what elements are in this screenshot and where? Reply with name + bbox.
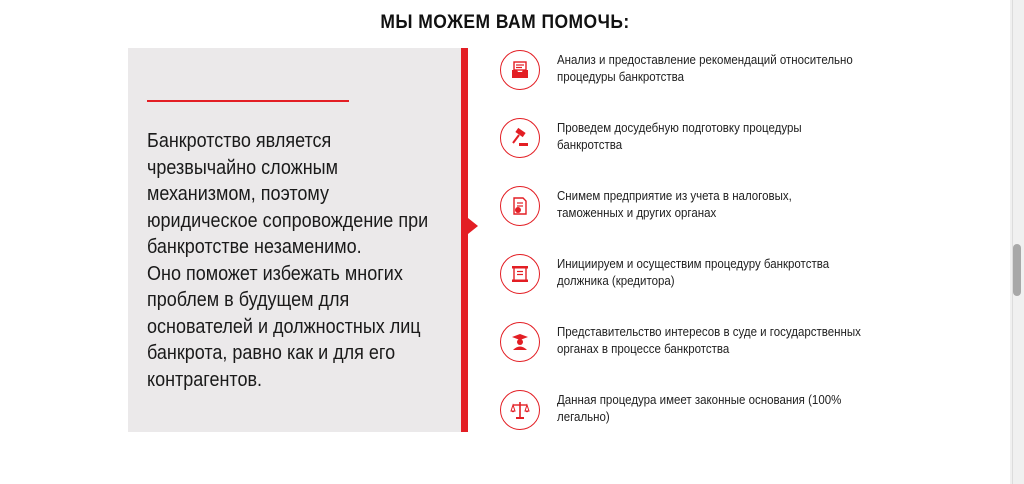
panel-line: проблем в будущем для xyxy=(147,289,350,311)
panel-divider xyxy=(147,100,349,102)
page-title: МЫ МОЖЕМ ВАМ ПОМОЧЬ: xyxy=(380,12,630,33)
service-line: Анализ и предоставление рекомендаций относительно xyxy=(557,53,853,67)
scales-icon xyxy=(500,390,540,430)
panel-line: основателей и должностных лиц xyxy=(147,315,421,338)
panel-line: банкрота, равно как и для его xyxy=(147,342,396,364)
panel-text xyxy=(147,128,453,393)
panel-line: юридическое сопровождение при xyxy=(147,209,429,232)
service-line: должника (кредитора) xyxy=(557,274,675,288)
service-line: банкротства xyxy=(557,138,623,152)
service-line: Данная процедура имеет законные основания (100% xyxy=(557,393,842,407)
panel-line: контрагентов. xyxy=(147,368,263,391)
service-item xyxy=(500,50,920,96)
document-stamp-icon xyxy=(500,186,540,226)
graduate-lawyer-icon xyxy=(500,322,540,362)
panel-line: Оно поможет избежать многих xyxy=(147,262,403,285)
service-line: легально) xyxy=(557,410,610,424)
service-line: Снимем предприятие из учета в налоговых, xyxy=(557,189,792,203)
service-line: Представительство интересов в суде и государственных xyxy=(557,325,861,339)
red-divider-bar xyxy=(461,48,468,432)
service-line: Инициируем и осуществим процедуру банкротства xyxy=(557,257,830,271)
service-item xyxy=(500,390,920,436)
panel-line: банкротстве незаменимо. xyxy=(147,236,362,258)
info-panel xyxy=(128,48,461,432)
document-analysis-icon xyxy=(500,50,540,90)
scrollbar-edge xyxy=(1012,0,1013,484)
service-item xyxy=(500,118,920,164)
service-line: процедуры банкротства xyxy=(557,70,684,84)
service-line: таможенных и других органах xyxy=(557,206,717,220)
gavel-icon xyxy=(500,118,540,158)
scroll-document-icon xyxy=(500,254,540,294)
panel-line: чрезвычайно сложным xyxy=(147,156,338,179)
service-item xyxy=(500,186,920,232)
service-line: Проведем досудебную подготовку процедуры xyxy=(557,121,802,135)
scrollbar-thumb[interactable] xyxy=(1013,244,1021,296)
service-item xyxy=(500,322,920,368)
panel-line: Банкротство является xyxy=(147,130,332,152)
panel-line: механизмом, поэтому xyxy=(147,183,329,205)
pointer-arrow-icon xyxy=(468,218,478,234)
service-line: органах в процессе банкротства xyxy=(557,342,730,356)
service-item xyxy=(500,254,920,300)
vertical-scrollbar[interactable] xyxy=(1010,0,1024,484)
